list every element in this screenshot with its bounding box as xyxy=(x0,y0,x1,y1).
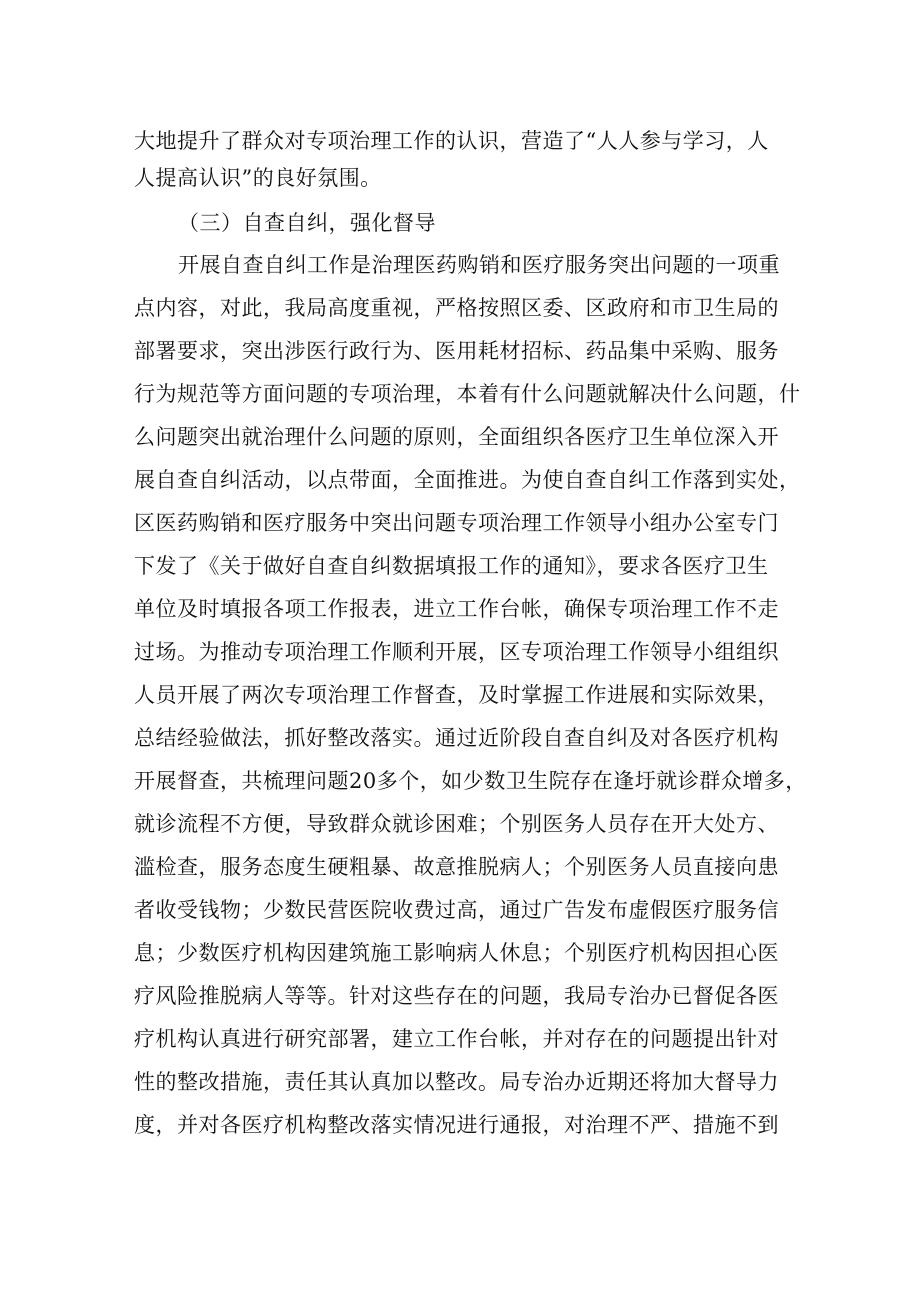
body-text-line: 开展督查，共梳理问题20多个，如少数卫生院存在逢圩就诊群众增多， xyxy=(134,769,807,793)
body-text-line: 者收受钱物；少数民营医院收费过高，通过广告发布虚假医疗服务信 xyxy=(134,898,779,922)
body-text-line: 行为规范等方面问题的专项治理，本着有什么问题就解决什么问题，什 xyxy=(134,382,801,406)
body-text-line: 过场。为推动专项治理工作顺利开展，区专项治理工作领导小组组织 xyxy=(134,640,779,664)
body-text-line: 区医药购销和医疗服务中突出问题专项治理工作领导小组办公室专门 xyxy=(134,511,779,535)
body-text-line: 总结经验做法，抓好整改落实。通过近阶段自查自纠及对各医疗机构 xyxy=(134,726,779,750)
body-text-line: 性的整改措施，责任其认真加以整改。局专治办近期还将加大督导力 xyxy=(134,1070,779,1094)
body-text-line: 人提高认识”的良好氛围。 xyxy=(134,166,382,190)
body-text-line: 下发了《关于做好自查自纠数据填报工作的通知》，要求各医疗卫生 xyxy=(134,554,769,578)
body-text-line: 疗风险推脱病人等等。针对这些存在的问题，我局专治办已督促各医 xyxy=(134,984,779,1008)
body-text-line: 息；少数医疗机构因建筑施工影响病人休息；个别医疗机构因担心医 xyxy=(134,941,779,965)
body-text-line: 大地提升了群众对专项治理工作的认识，营造了“人人参与学习，人 xyxy=(134,129,769,153)
body-text-line: 度，并对各医疗机构整改落实情况进行通报，对治理不严、措施不到 xyxy=(134,1113,779,1137)
body-text-line: 展自查自纠活动，以点带面，全面推进。为使自查自纠工作落到实处， xyxy=(134,468,801,492)
body-text-line: 么问题突出就治理什么问题的原则，全面组织各医疗卫生单位深入开 xyxy=(134,425,779,449)
body-text-line: 开展自查自纠工作是治理医药购销和医疗服务突出问题的一项重 xyxy=(178,253,780,277)
body-text-line: 就诊流程不方便，导致群众就诊困难；个别医务人员存在开大处方、 xyxy=(134,812,779,836)
body-text-line: 部署要求，突出涉医行政行为、医用耗材招标、药品集中采购、服务 xyxy=(134,339,779,363)
section-heading: （三）自查自纠，强化督导 xyxy=(178,211,436,235)
body-text-line: 疗机构认真进行研究部署，建立工作台帐，并对存在的问题提出针对 xyxy=(134,1027,779,1051)
body-text-line: 人员开展了两次专项治理工作督查，及时掌握工作进展和实际效果， xyxy=(134,683,779,707)
body-text-line: 滥检查，服务态度生硬粗暴、故意推脱病人；个别医务人员直接向患 xyxy=(134,855,779,879)
body-text-line: 点内容，对此，我局高度重视，严格按照区委、区政府和市卫生局的 xyxy=(134,296,779,320)
body-text-line: 单位及时填报各项工作报表，进立工作台帐，确保专项治理工作不走 xyxy=(134,597,779,621)
